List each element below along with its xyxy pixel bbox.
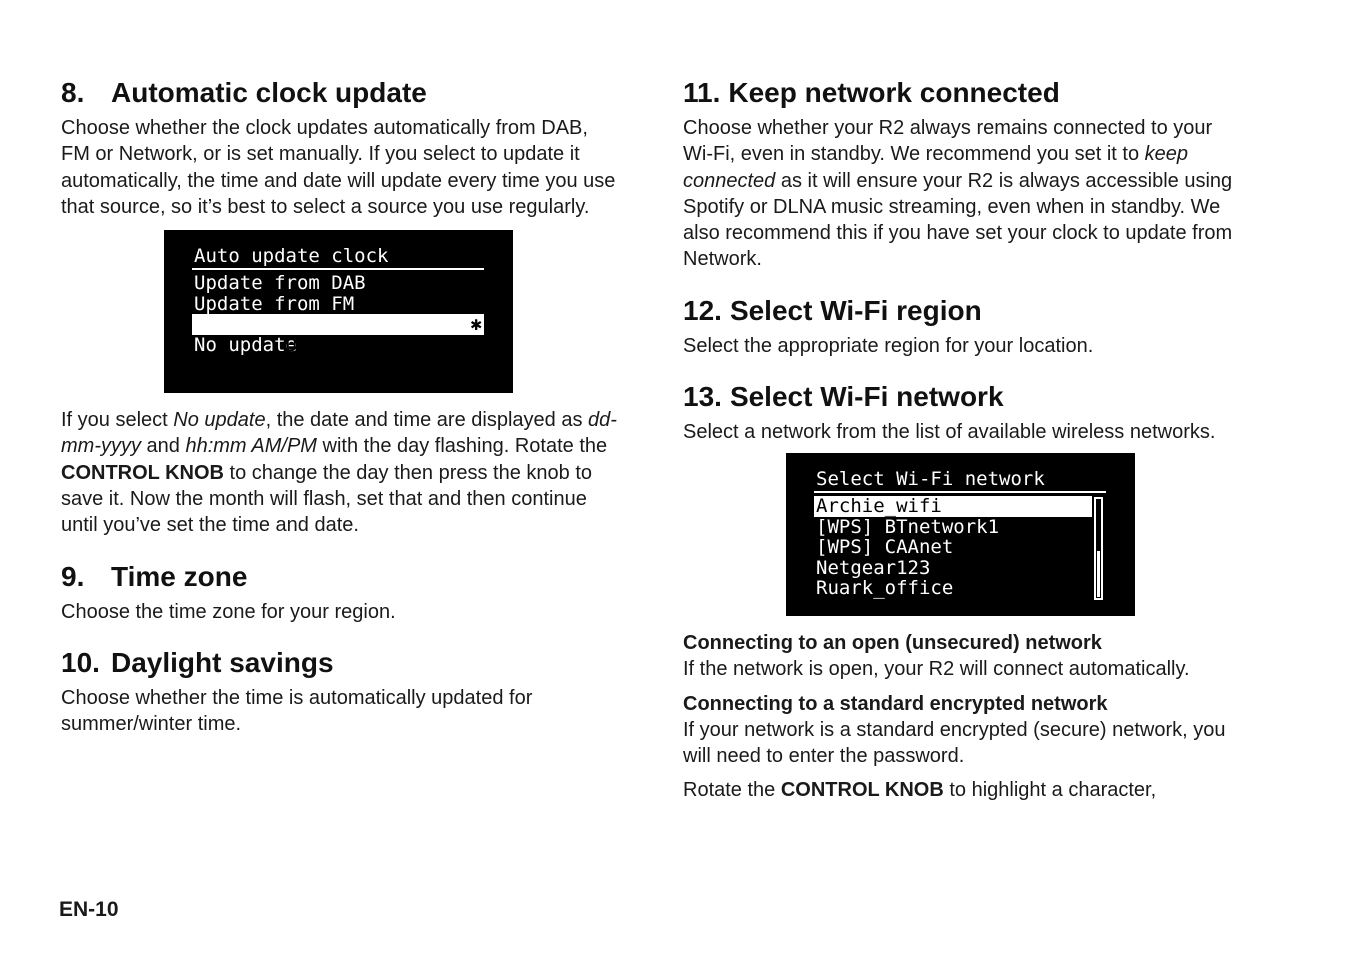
screen-item: Netgear123 [816,556,931,579]
section-body: Select the appropriate region for your location. [683,334,1094,357]
section-title: Select Wi-Fi network [729,381,1004,413]
selected-marker-icon: ✱ [470,313,482,336]
select-wifi-network-screen [786,453,1135,616]
open-network-block [683,630,1243,682]
section-daylight-savings [61,645,621,738]
rotate-knob-paragraph: Rotate the CONTROL KNOB to highlight a character, [683,779,1157,802]
screen-item-selected [192,313,503,356]
screen-title: Auto update clock [192,246,484,270]
section-automatic-clock-update [61,75,621,539]
screen-item: [WPS] CAAnet [816,536,954,559]
section-number: 12. [683,294,722,326]
page-number: EN-10 [59,898,119,921]
section-heading [61,75,621,111]
screen-item: Ruark_office [816,577,954,600]
paragraph: If your network is a standard encrypted (secure) network, you will need to enter the password. [683,718,1226,767]
section-number: 10. [61,646,100,678]
screen-item: [WPS] BTnetwork1 [816,515,1000,538]
section-heading [683,293,1243,329]
section-heading [61,645,621,681]
section-title: Automatic clock update [111,77,427,108]
no-update-paragraph: If you select No update, the date and time are displayed as dd-mm-yyyy and hh:mm AM/PM with the day flashing. Rotate the CONTROL KNOB to change the day then press the knob to save it. Now the month will flash, set that and then continue until you’ve set the time and date. [61,409,617,537]
section-title: Time zone [111,560,248,592]
screen-item: Update from FM [194,292,355,315]
subheading: Connecting to an open (unsecured) network [683,632,1102,655]
section-heading [61,559,621,595]
section-body: Choose whether your R2 always remains connected to your Wi-Fi, even in standby. We recommend you set it to keep connected as it will ensure your R2 is always accessible using Spotify or DLNA music streaming, even when in standby. We also recommend this if you have set your clock to update from Network. [683,117,1233,271]
section-keep-network-connected [683,75,1243,273]
section-title: Select Wi-Fi region [729,294,982,326]
screen-item-label: Update from Network [285,333,503,356]
section-select-wifi-region [683,293,1243,359]
scrollbar [1094,497,1103,600]
screen-title: Select Wi-Fi network [814,469,1106,493]
section-number: 8. [61,77,85,108]
section-title: Keep network connected [728,77,1060,108]
screen-item-selected: Archie_wifi [814,496,1092,517]
section-body: Select a network from the list of available wireless networks. [683,421,1216,444]
section-number: 9. [61,560,85,592]
screen-item: Update from DAB [194,272,366,295]
section-number: 11. [683,77,721,108]
section-title: Daylight savings [111,646,334,678]
section-heading [683,379,1243,415]
left-column [61,75,621,752]
encrypted-network-block [683,691,1243,770]
section-heading [683,75,1243,111]
section-select-wifi-network [683,379,1243,616]
scrollbar-thumb [1097,551,1100,597]
section-body: Choose whether the clock updates automatically from DAB, FM or Network, or is set manually. If you select to update it automatically, the time and date will update every time you use that source, so it’s best to select a source you use regularly. [61,117,616,218]
paragraph: If the network is open, your R2 will connect automatically. [683,658,1190,681]
right-column [683,75,1243,804]
subheading: Connecting to a standard encrypted network [683,692,1108,715]
section-number: 13. [683,381,722,413]
section-time-zone [61,559,621,625]
section-body: Choose the time zone for your region. [61,600,396,623]
section-body: Choose whether the time is automatically updated for summer/winter time. [61,686,533,736]
auto-update-clock-screen [164,230,513,393]
